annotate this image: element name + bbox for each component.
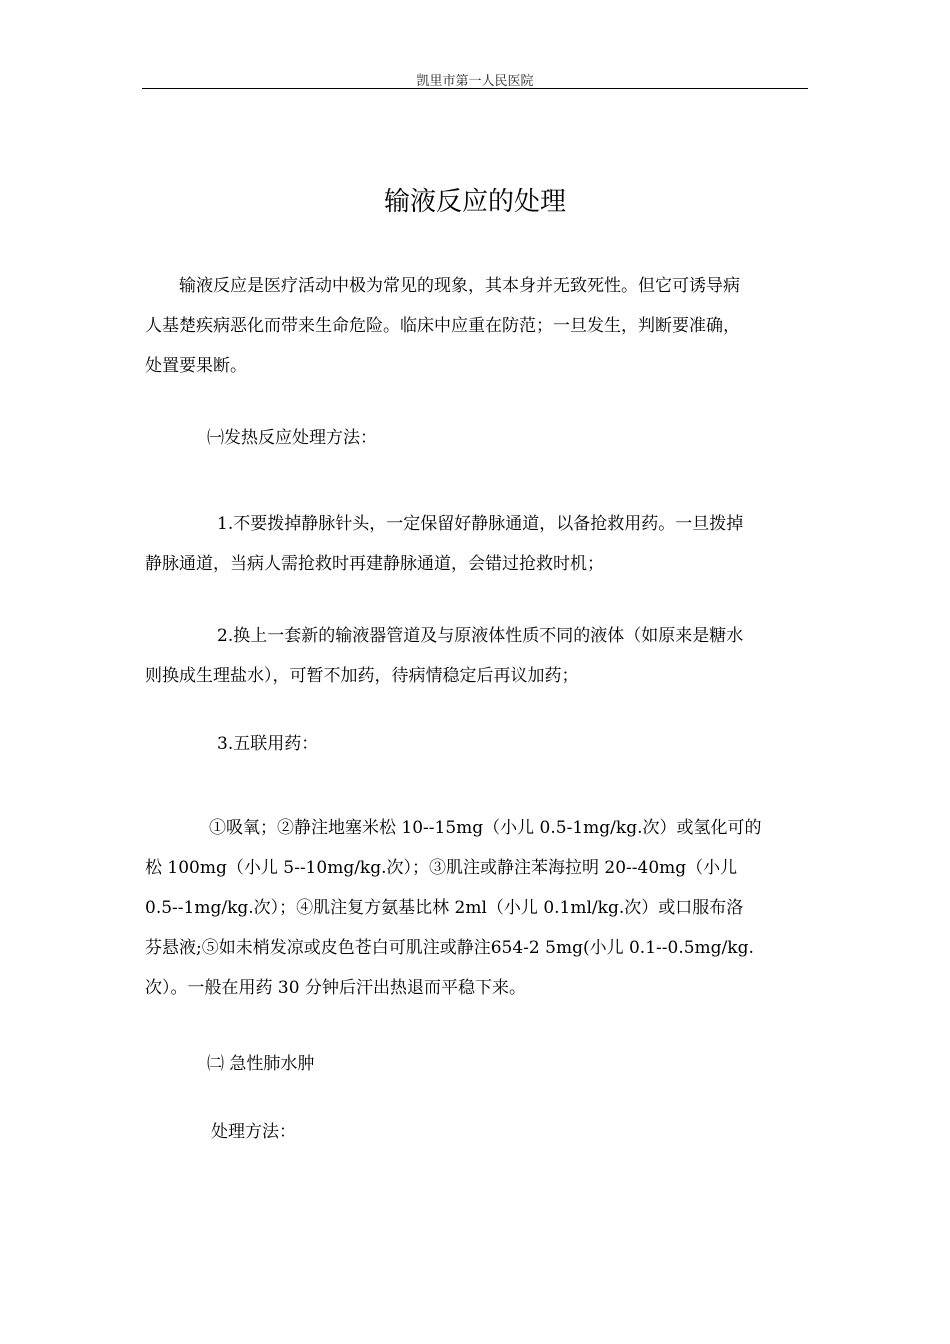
page-header: 凯里市第一人民医院 bbox=[416, 74, 534, 89]
item-3-text: 3.五联用药： bbox=[217, 734, 319, 754]
item-1-paragraph bbox=[145, 504, 805, 584]
drugs-paragraph bbox=[145, 808, 805, 1008]
intro-line-2: 人基楚疾病恶化而带来生命危险。临床中应重在防范；一旦发生，判断要准确， bbox=[145, 316, 740, 336]
section2-heading bbox=[145, 1044, 805, 1084]
item-1-line-2: 静脉通道，当病人需抢救时再建静脉通道，会错过抢救时机； bbox=[145, 554, 604, 574]
header-divider bbox=[142, 88, 808, 89]
section2-heading-text: ㈡ 急性肺水肿 bbox=[207, 1054, 315, 1074]
drugs-line-1: ①吸氧；②静注地塞米松 10--15mg（小儿 0.5-1mg/kg.次）或氢化可的 bbox=[209, 818, 762, 838]
section1-heading bbox=[145, 418, 805, 458]
intro-line-3: 处置要果断。 bbox=[145, 356, 247, 376]
document-title: 输液反应的处理 bbox=[383, 187, 566, 217]
section1-heading-text: ㈠发热反应处理方法： bbox=[207, 428, 377, 448]
drugs-line-2: 松 100mg（小儿 5--10mg/kg.次）；③肌注或静注苯海拉明 20--40mg（小儿 bbox=[145, 858, 738, 878]
drugs-line-3: 0.5--1mg/kg.次）；④肌注复方氨基比林 2ml（小儿 0.1ml/kg.次）或口服布洛 bbox=[145, 898, 744, 918]
item-2-line-1: 2.换上一套新的输液器管道及与原液体性质不同的液体（如原来是糖水 bbox=[217, 626, 744, 646]
section2-method-text: 处理方法： bbox=[211, 1122, 296, 1142]
section2-method bbox=[145, 1112, 805, 1152]
item-1-line-1: 1.不要拨掉静脉针头，一定保留好静脉通道，以备抢救用药。一旦拨掉 bbox=[217, 514, 744, 534]
item-3-paragraph bbox=[145, 724, 805, 764]
intro-paragraph bbox=[145, 266, 805, 386]
drugs-line-5: 次）。一般在用药 30 分钟后汗出热退而平稳下来。 bbox=[145, 978, 526, 998]
intro-line-1: 输液反应是医疗活动中极为常见的现象，其本身并无致死性。但它可诱导病 bbox=[179, 276, 740, 296]
item-2-line-2: 则换成生理盐水），可暂不加药，待病情稳定后再议加药； bbox=[145, 666, 579, 686]
drugs-line-4: 芬悬液;⑤如未梢发凉或皮色苍白可肌注或静注654-2 5mg(小儿 0.1--0.5mg/kg. bbox=[145, 938, 754, 958]
item-2-paragraph bbox=[145, 616, 805, 696]
